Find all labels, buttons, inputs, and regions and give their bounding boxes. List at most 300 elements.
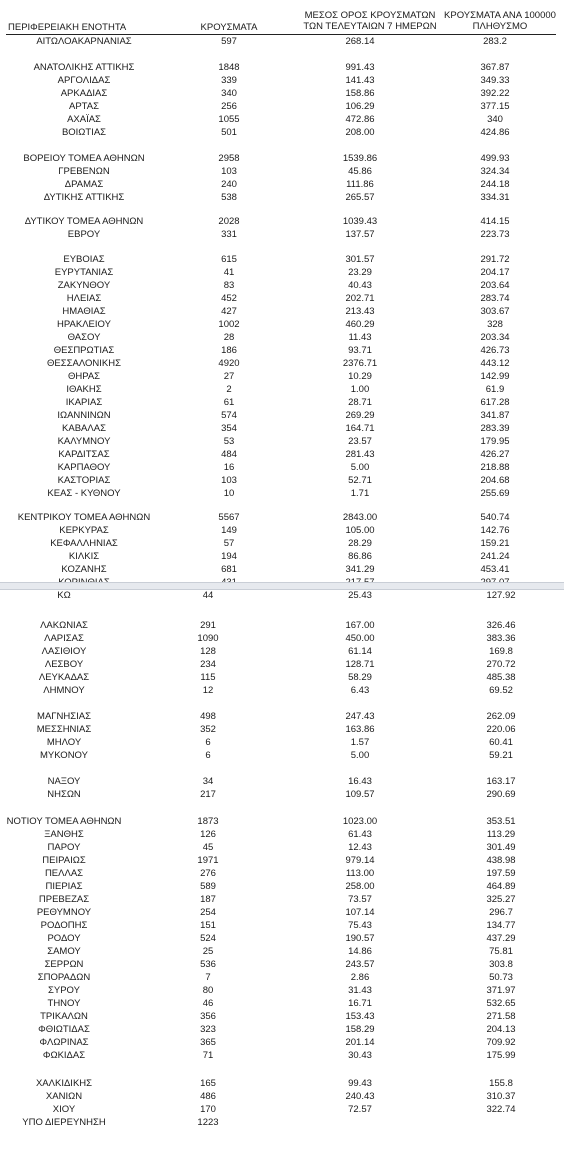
seven-day-average-cell: 73.57 <box>348 894 372 905</box>
cases-cell: 486 <box>200 1091 216 1102</box>
cases-per-100k-cell: 142.76 <box>480 525 510 536</box>
cases-per-100k-cell: 283.39 <box>480 423 510 434</box>
cases-per-100k-cell: 203.64 <box>480 280 510 291</box>
region-name-cell: ΝΟΤΙΟΥ ΤΟΜΕΑ ΑΘΗΝΩΝ <box>6 816 122 827</box>
region-name-cell: ΣΕΡΡΩΝ <box>44 959 84 970</box>
seven-day-average-cell: 30.43 <box>348 1050 372 1061</box>
cases-per-100k-cell: 325.27 <box>486 894 516 905</box>
cases-cell: 323 <box>200 1024 216 1035</box>
cases-per-100k-cell: 349.33 <box>480 75 510 86</box>
seven-day-average-cell: 213.43 <box>345 306 375 317</box>
region-name-cell: ΘΕΣΣΑΛΟΝΙΚΗΣ <box>47 358 121 369</box>
cases-cell: 331 <box>221 229 237 240</box>
table-row <box>0 280 564 292</box>
header-per100k-line-2: ΠΛΗΘΥΣΜΟ <box>472 21 528 32</box>
seven-day-average-cell: 265.57 <box>345 192 375 203</box>
table-row <box>0 423 564 435</box>
region-name-cell: ΠΡΕΒΕΖΑΣ <box>38 894 90 905</box>
cases-per-100k-cell: 59.21 <box>489 750 513 761</box>
table-row <box>0 254 564 266</box>
cases-per-100k-cell: 392.22 <box>480 88 510 99</box>
table-row <box>0 332 564 344</box>
table-row <box>0 192 564 204</box>
table-row <box>0 75 564 87</box>
cases-per-100k-cell: 241.24 <box>480 551 510 562</box>
cases-per-100k-cell: 283.74 <box>480 293 510 304</box>
table-row <box>0 114 564 126</box>
cases-per-100k-cell: 310.37 <box>486 1091 516 1102</box>
table-row <box>0 62 564 74</box>
cases-per-100k-cell: 127.92 <box>486 590 516 601</box>
region-name-cell: ΑΝΑΤΟΛΙΚΗΣ ΑΤΤΙΚΗΣ <box>33 62 135 73</box>
seven-day-average-cell: 105.00 <box>345 525 375 536</box>
cases-cell: 44 <box>202 590 214 601</box>
cases-cell: 276 <box>200 868 216 879</box>
seven-day-average-cell: 16.71 <box>348 998 372 1009</box>
seven-day-average-cell: 31.43 <box>348 985 372 996</box>
cases-cell: 4920 <box>218 358 240 369</box>
seven-day-average-cell: 113.00 <box>345 868 375 879</box>
cases-cell: 427 <box>221 306 237 317</box>
seven-day-average-cell: 301.57 <box>345 254 375 265</box>
header-cases-per-100k <box>440 10 560 32</box>
header-cases: ΚΡΟΥΣΜΑΤΑ <box>200 22 258 33</box>
table-row <box>0 842 564 854</box>
region-name-cell: ΑΙΤΩΛΟΑΚΑΡΝΑΝΙΑΣ <box>36 36 132 47</box>
page-2 <box>0 590 564 1174</box>
cases-per-100k-cell: 540.74 <box>480 512 510 523</box>
seven-day-average-cell: 247.43 <box>345 711 375 722</box>
table-row <box>0 620 564 632</box>
cases-cell: 28 <box>223 332 235 343</box>
region-name-cell: ΙΘΑΚΗΣ <box>66 384 102 395</box>
cases-cell: 83 <box>223 280 235 291</box>
region-name-cell: ΚΑΡΔΙΤΣΑΣ <box>58 449 110 460</box>
cases-cell: 339 <box>221 75 237 86</box>
region-name-cell: ΑΡΤΑΣ <box>69 101 99 112</box>
table-row <box>0 881 564 893</box>
cases-cell: 41 <box>223 267 235 278</box>
cases-per-100k-cell: 220.06 <box>486 724 516 735</box>
seven-day-average-cell: 28.71 <box>348 397 372 408</box>
cases-per-100k-cell: 353.51 <box>486 816 516 827</box>
seven-day-average-cell: 258.00 <box>345 881 375 892</box>
region-name-cell: ΛΑΣΙΘΙΟΥ <box>41 646 87 657</box>
table-row <box>0 488 564 500</box>
region-name-cell: ΚΩ <box>57 590 71 601</box>
page-1 <box>0 0 564 582</box>
cases-cell: 597 <box>221 36 237 47</box>
table-row <box>0 229 564 241</box>
region-name-cell: ΔΥΤΙΚΗΣ ΑΤΤΙΚΗΣ <box>43 192 125 203</box>
header-seven-day-average <box>295 10 445 32</box>
seven-day-average-cell: 40.43 <box>348 280 372 291</box>
table-row <box>0 1011 564 1023</box>
cases-per-100k-cell: 383.36 <box>486 633 516 644</box>
region-name-cell: ΔΡΑΜΑΣ <box>64 179 104 190</box>
table-row <box>0 894 564 906</box>
seven-day-average-cell: 460.29 <box>345 319 375 330</box>
seven-day-average-cell: 61.43 <box>348 829 372 840</box>
cases-cell: 1223 <box>197 1117 219 1128</box>
seven-day-average-cell: 991.43 <box>345 62 375 73</box>
region-name-cell: ΧΑΛΚΙΔΙΚΗΣ <box>35 1078 93 1089</box>
cases-cell: 291 <box>200 620 216 631</box>
cases-cell: 254 <box>200 907 216 918</box>
table-row <box>0 933 564 945</box>
region-name-cell: ΝΑΞΟΥ <box>47 776 81 787</box>
cases-cell: 240 <box>221 179 237 190</box>
seven-day-average-cell: 58.29 <box>348 672 372 683</box>
header-avg-line-1: ΜΕΣΟΣ ΟΡΟΣ ΚΡΟΥΣΜΑΤΩΝ <box>304 10 436 21</box>
table-row <box>0 1117 564 1129</box>
seven-day-average-cell: 2376.71 <box>342 358 378 369</box>
seven-day-average-cell: 23.29 <box>348 267 372 278</box>
region-name-cell: ΙΩΑΝΝΙΝΩΝ <box>57 410 111 421</box>
cases-per-100k-cell: 271.58 <box>486 1011 516 1022</box>
cases-per-100k-cell: 142.99 <box>480 371 510 382</box>
table-row <box>0 36 564 48</box>
table-row <box>0 789 564 801</box>
table-row <box>0 672 564 684</box>
cases-cell: 354 <box>221 423 237 434</box>
cases-per-100k-cell: 326.46 <box>486 620 516 631</box>
cases-cell: 615 <box>221 254 237 265</box>
cases-cell: 498 <box>200 711 216 722</box>
cases-per-100k-cell: 255.69 <box>480 488 510 499</box>
region-name-cell: ΘΕΣΠΡΩΤΙΑΣ <box>53 345 115 356</box>
table-row <box>0 985 564 997</box>
region-name-cell: ΑΡΓΟΛΙΔΑΣ <box>57 75 111 86</box>
cases-cell: 57 <box>223 538 235 549</box>
region-name-cell: ΛΗΜΝΟΥ <box>43 685 85 696</box>
cases-per-100k-cell: 244.18 <box>480 179 510 190</box>
cases-per-100k-cell: 341.87 <box>480 410 510 421</box>
cases-per-100k-cell: 75.81 <box>489 946 513 957</box>
seven-day-average-cell: 153.43 <box>345 1011 375 1022</box>
seven-day-average-cell: 25.43 <box>348 590 372 601</box>
cases-per-100k-cell: 203.34 <box>480 332 510 343</box>
cases-cell: 45 <box>202 842 214 853</box>
seven-day-average-cell: 450.00 <box>345 633 375 644</box>
table-row <box>0 410 564 422</box>
region-name-cell: ΜΑΓΝΗΣΙΑΣ <box>37 711 91 722</box>
seven-day-average-cell: 137.57 <box>345 229 375 240</box>
region-name-cell: ΡΟΔΟΥ <box>47 933 81 944</box>
region-name-cell: ΦΩΚΙΔΑΣ <box>42 1050 86 1061</box>
cases-cell: 1090 <box>197 633 219 644</box>
cases-cell: 126 <box>200 829 216 840</box>
region-name-cell: ΠΕΛΛΑΣ <box>44 868 84 879</box>
table-row <box>0 959 564 971</box>
region-name-cell: ΡΕΘΥΜΝΟΥ <box>36 907 92 918</box>
seven-day-average-cell: 243.57 <box>345 959 375 970</box>
cases-cell: 356 <box>200 1011 216 1022</box>
cases-per-100k-cell: 303.67 <box>480 306 510 317</box>
cases-per-100k-cell: 443.12 <box>480 358 510 369</box>
seven-day-average-cell: 2843.00 <box>342 512 378 523</box>
seven-day-average-cell: 5.00 <box>350 750 370 761</box>
region-name-cell: ΚΑΡΠΑΘΟΥ <box>57 462 111 473</box>
cases-cell: 12 <box>202 685 214 696</box>
table-row <box>0 371 564 383</box>
region-name-cell: ΗΛΕΙΑΣ <box>66 293 102 304</box>
table-row <box>0 127 564 139</box>
table-row <box>0 551 564 563</box>
seven-day-average-cell: 111.86 <box>346 179 374 190</box>
table-row <box>0 153 564 165</box>
region-name-cell: ΖΑΚΥΝΘΟΥ <box>57 280 111 291</box>
region-name-cell: ΣΑΜΟΥ <box>47 946 81 957</box>
table-row <box>0 436 564 448</box>
table-row <box>0 1091 564 1103</box>
region-name-cell: ΑΧΑΪΑΣ <box>67 114 101 125</box>
cases-cell: 1002 <box>218 319 240 330</box>
region-name-cell: ΜΕΣΣΗΝΙΑΣ <box>36 724 92 735</box>
table-row <box>0 855 564 867</box>
cases-per-100k-cell: 218.88 <box>480 462 510 473</box>
cases-per-100k-cell: 61.9 <box>485 384 505 395</box>
cases-cell: 2 <box>226 384 232 395</box>
cases-cell: 2958 <box>218 153 240 164</box>
table-row <box>0 216 564 228</box>
region-name-cell: ΣΥΡΟΥ <box>48 985 80 996</box>
region-name-cell: ΗΜΑΘΙΑΣ <box>62 306 106 317</box>
seven-day-average-cell: 1.00 <box>350 384 370 395</box>
region-name-cell: ΘΗΡΑΣ <box>67 371 101 382</box>
seven-day-average-cell: 240.43 <box>345 1091 375 1102</box>
cases-cell: 234 <box>200 659 216 670</box>
cases-per-100k-cell: 426.27 <box>480 449 510 460</box>
cases-cell: 1848 <box>218 62 240 73</box>
cases-per-100k-cell: 324.34 <box>480 166 510 177</box>
seven-day-average-cell: 1039.43 <box>342 216 378 227</box>
seven-day-average-cell: 45.86 <box>348 166 372 177</box>
table-row <box>0 633 564 645</box>
region-name-cell: ΒΟΡΕΙΟΥ ΤΟΜΕΑ ΑΘΗΝΩΝ <box>23 153 145 164</box>
cases-per-100k-cell: 322.74 <box>486 1104 516 1115</box>
seven-day-average-cell: 128.71 <box>345 659 375 670</box>
cases-per-100k-cell: 453.41 <box>480 564 510 575</box>
seven-day-average-cell: 163.86 <box>345 724 375 735</box>
cases-per-100k-cell: 113.29 <box>486 829 516 840</box>
cases-cell: 80 <box>202 985 214 996</box>
cases-per-100k-cell: 709.92 <box>486 1037 516 1048</box>
region-name-cell: ΛΕΣΒΟΥ <box>44 659 84 670</box>
table-row <box>0 1037 564 1049</box>
seven-day-average-cell: 23.57 <box>348 436 372 447</box>
cases-per-100k-cell: 283.2 <box>483 36 507 47</box>
seven-day-average-cell: 202.71 <box>345 293 375 304</box>
cases-per-100k-cell: 464.89 <box>486 881 516 892</box>
region-name-cell: ΕΒΡΟΥ <box>67 229 101 240</box>
table-row <box>0 1104 564 1116</box>
cases-cell: 340 <box>221 88 237 99</box>
seven-day-average-cell: 158.29 <box>345 1024 375 1035</box>
table-row <box>0 920 564 932</box>
cases-cell: 151 <box>200 920 216 931</box>
cases-per-100k-cell: 499.93 <box>480 153 510 164</box>
cases-cell: 7 <box>205 972 211 983</box>
table-row <box>0 384 564 396</box>
region-name-cell: ΥΠΟ ΔΙΕΡΕΥΝΗΣΗ <box>22 1117 106 1128</box>
seven-day-average-cell: 1539.86 <box>342 153 378 164</box>
region-name-cell: ΙΚΑΡΙΑΣ <box>65 397 103 408</box>
page-separator <box>0 582 564 590</box>
region-name-cell: ΧΑΝΙΩΝ <box>45 1091 83 1102</box>
table-row <box>0 267 564 279</box>
table-row <box>0 646 564 658</box>
cases-cell: 103 <box>221 166 237 177</box>
cases-cell: 365 <box>200 1037 216 1048</box>
seven-day-average-cell: 109.57 <box>345 789 375 800</box>
header-avg-line-2: ΤΩΝ ΤΕΛΕΥΤΑΙΩΝ 7 ΗΜΕΡΩΝ <box>303 21 437 32</box>
cases-cell: 149 <box>221 525 237 536</box>
cases-per-100k-cell: 438.98 <box>486 855 516 866</box>
cases-cell: 186 <box>221 345 237 356</box>
region-name-cell: ΚΟΖΑΝΗΣ <box>61 564 107 575</box>
cases-cell: 103 <box>221 475 237 486</box>
cases-cell: 53 <box>223 436 235 447</box>
seven-day-average-cell: 10.29 <box>348 371 372 382</box>
cases-per-100k-cell: 424.86 <box>480 127 510 138</box>
table-row <box>0 1078 564 1090</box>
cases-cell: 5567 <box>218 512 240 523</box>
table-row <box>0 475 564 487</box>
seven-day-average-cell: 341.29 <box>345 564 375 575</box>
seven-day-average-cell: 167.00 <box>345 620 375 631</box>
cases-cell: 538 <box>221 192 237 203</box>
table-row <box>0 737 564 749</box>
region-name-cell: ΓΡΕΒΕΝΩΝ <box>58 166 110 177</box>
cases-cell: 10 <box>223 488 235 499</box>
region-name-cell: ΠΕΙΡΑΙΩΣ <box>42 855 86 866</box>
cases-cell: 589 <box>200 881 216 892</box>
seven-day-average-cell: 14.86 <box>348 946 372 957</box>
cases-per-100k-cell: 377.15 <box>480 101 510 112</box>
cases-cell: 681 <box>221 564 237 575</box>
region-name-cell: ΑΡΚΑΔΙΑΣ <box>60 88 108 99</box>
region-name-cell: ΦΘΙΩΤΙΔΑΣ <box>38 1024 90 1035</box>
cases-per-100k-cell: 223.73 <box>480 229 510 240</box>
cases-cell: 1873 <box>197 816 219 827</box>
seven-day-average-cell: 6.43 <box>350 685 370 696</box>
cases-per-100k-cell: 134.77 <box>486 920 516 931</box>
cases-per-100k-cell: 532.65 <box>486 998 516 1009</box>
region-name-cell: ΚΕΡΚΥΡΑΣ <box>59 525 109 536</box>
cases-per-100k-cell: 155.8 <box>489 1078 513 1089</box>
table-row <box>0 358 564 370</box>
seven-day-average-cell: 86.86 <box>348 551 372 562</box>
cases-cell: 524 <box>200 933 216 944</box>
cases-per-100k-cell: 60.41 <box>489 737 513 748</box>
seven-day-average-cell: 93.71 <box>348 345 372 356</box>
region-name-cell: ΤΡΙΚΑΛΩΝ <box>40 1011 88 1022</box>
cases-per-100k-cell: 290.69 <box>486 789 516 800</box>
cases-cell: 61 <box>223 397 235 408</box>
cases-per-100k-cell: 197.59 <box>486 868 516 879</box>
seven-day-average-cell: 269.29 <box>345 410 375 421</box>
cases-cell: 484 <box>221 449 237 460</box>
header-region: ΠΕΡΙΦΕΡΕΙΑΚΗ ΕΝΟΤΗΤΑ <box>8 22 127 33</box>
region-name-cell: ΚΕΝΤΡΙΚΟΥ ΤΟΜΕΑ ΑΘΗΝΩΝ <box>17 512 151 523</box>
cases-per-100k-cell: 159.21 <box>480 538 510 549</box>
cases-per-100k-cell: 485.38 <box>486 672 516 683</box>
table-row <box>0 538 564 550</box>
table-row <box>0 685 564 697</box>
cases-cell: 2028 <box>218 216 240 227</box>
cases-cell: 46 <box>202 998 214 1009</box>
cases-per-100k-cell: 303.8 <box>489 959 513 970</box>
cases-cell: 128 <box>200 646 216 657</box>
seven-day-average-cell: 52.71 <box>348 475 372 486</box>
cases-cell: 1971 <box>197 855 219 866</box>
seven-day-average-cell: 2.86 <box>350 972 370 983</box>
cases-per-100k-cell: 437.29 <box>486 933 516 944</box>
region-name-cell: ΚΑΒΑΛΑΣ <box>62 423 106 434</box>
region-name-cell: ΡΟΔΟΠΗΣ <box>40 920 88 931</box>
region-name-cell: ΦΛΩΡΙΝΑΣ <box>39 1037 89 1048</box>
table-row <box>0 946 564 958</box>
cases-per-100k-cell: 414.15 <box>480 216 510 227</box>
seven-day-average-cell: 61.14 <box>348 646 372 657</box>
seven-day-average-cell: 107.14 <box>345 907 375 918</box>
cases-per-100k-cell: 328 <box>487 319 503 330</box>
cases-per-100k-cell: 204.13 <box>486 1024 516 1035</box>
seven-day-average-cell: 99.43 <box>348 1078 372 1089</box>
cases-cell: 536 <box>200 959 216 970</box>
table-row <box>0 907 564 919</box>
cases-per-100k-cell: 367.87 <box>480 62 510 73</box>
cases-per-100k-cell: 262.09 <box>486 711 516 722</box>
seven-day-average-cell: 472.86 <box>345 114 375 125</box>
table-row <box>0 590 564 602</box>
cases-per-100k-cell: 175.99 <box>486 1050 516 1061</box>
seven-day-average-cell: 281.43 <box>345 449 375 460</box>
table-row <box>0 101 564 113</box>
cases-per-100k-cell: 179.95 <box>480 436 510 447</box>
region-name-cell: ΛΕΥΚΑΔΑΣ <box>38 672 90 683</box>
table-row <box>0 816 564 828</box>
seven-day-average-cell: 164.71 <box>345 423 375 434</box>
table-row <box>0 998 564 1010</box>
seven-day-average-cell: 11.43 <box>348 332 372 343</box>
cases-per-100k-cell: 426.73 <box>480 345 510 356</box>
region-name-cell: ΚΙΛΚΙΣ <box>68 551 100 562</box>
seven-day-average-cell: 158.86 <box>345 88 375 99</box>
seven-day-average-cell: 106.29 <box>345 101 375 112</box>
table-row <box>0 345 564 357</box>
table-row <box>0 829 564 841</box>
cases-per-100k-cell: 291.72 <box>480 254 510 265</box>
region-name-cell: ΔΥΤΙΚΟΥ ΤΟΜΕΑ ΑΘΗΝΩΝ <box>24 216 144 227</box>
seven-day-average-cell: 16.43 <box>348 776 372 787</box>
table-row <box>0 179 564 191</box>
seven-day-average-cell: 12.43 <box>348 842 372 853</box>
cases-cell: 187 <box>200 894 216 905</box>
region-name-cell: ΣΠΟΡΑΔΩΝ <box>37 972 91 983</box>
cases-cell: 170 <box>200 1104 216 1115</box>
region-name-cell: ΚΑΛΥΜΝΟΥ <box>57 436 111 447</box>
region-name-cell: ΠΑΡΟΥ <box>47 842 81 853</box>
region-name-cell: ΒΟΙΩΤΙΑΣ <box>61 127 107 138</box>
region-name-cell: ΗΡΑΚΛΕΙΟΥ <box>57 319 111 330</box>
region-name-cell: ΜΗΛΟΥ <box>46 737 82 748</box>
cases-cell: 574 <box>221 410 237 421</box>
cases-per-100k-cell: 169.8 <box>489 646 513 657</box>
table-row <box>0 462 564 474</box>
region-name-cell: ΛΑΚΩΝΙΑΣ <box>40 620 88 631</box>
